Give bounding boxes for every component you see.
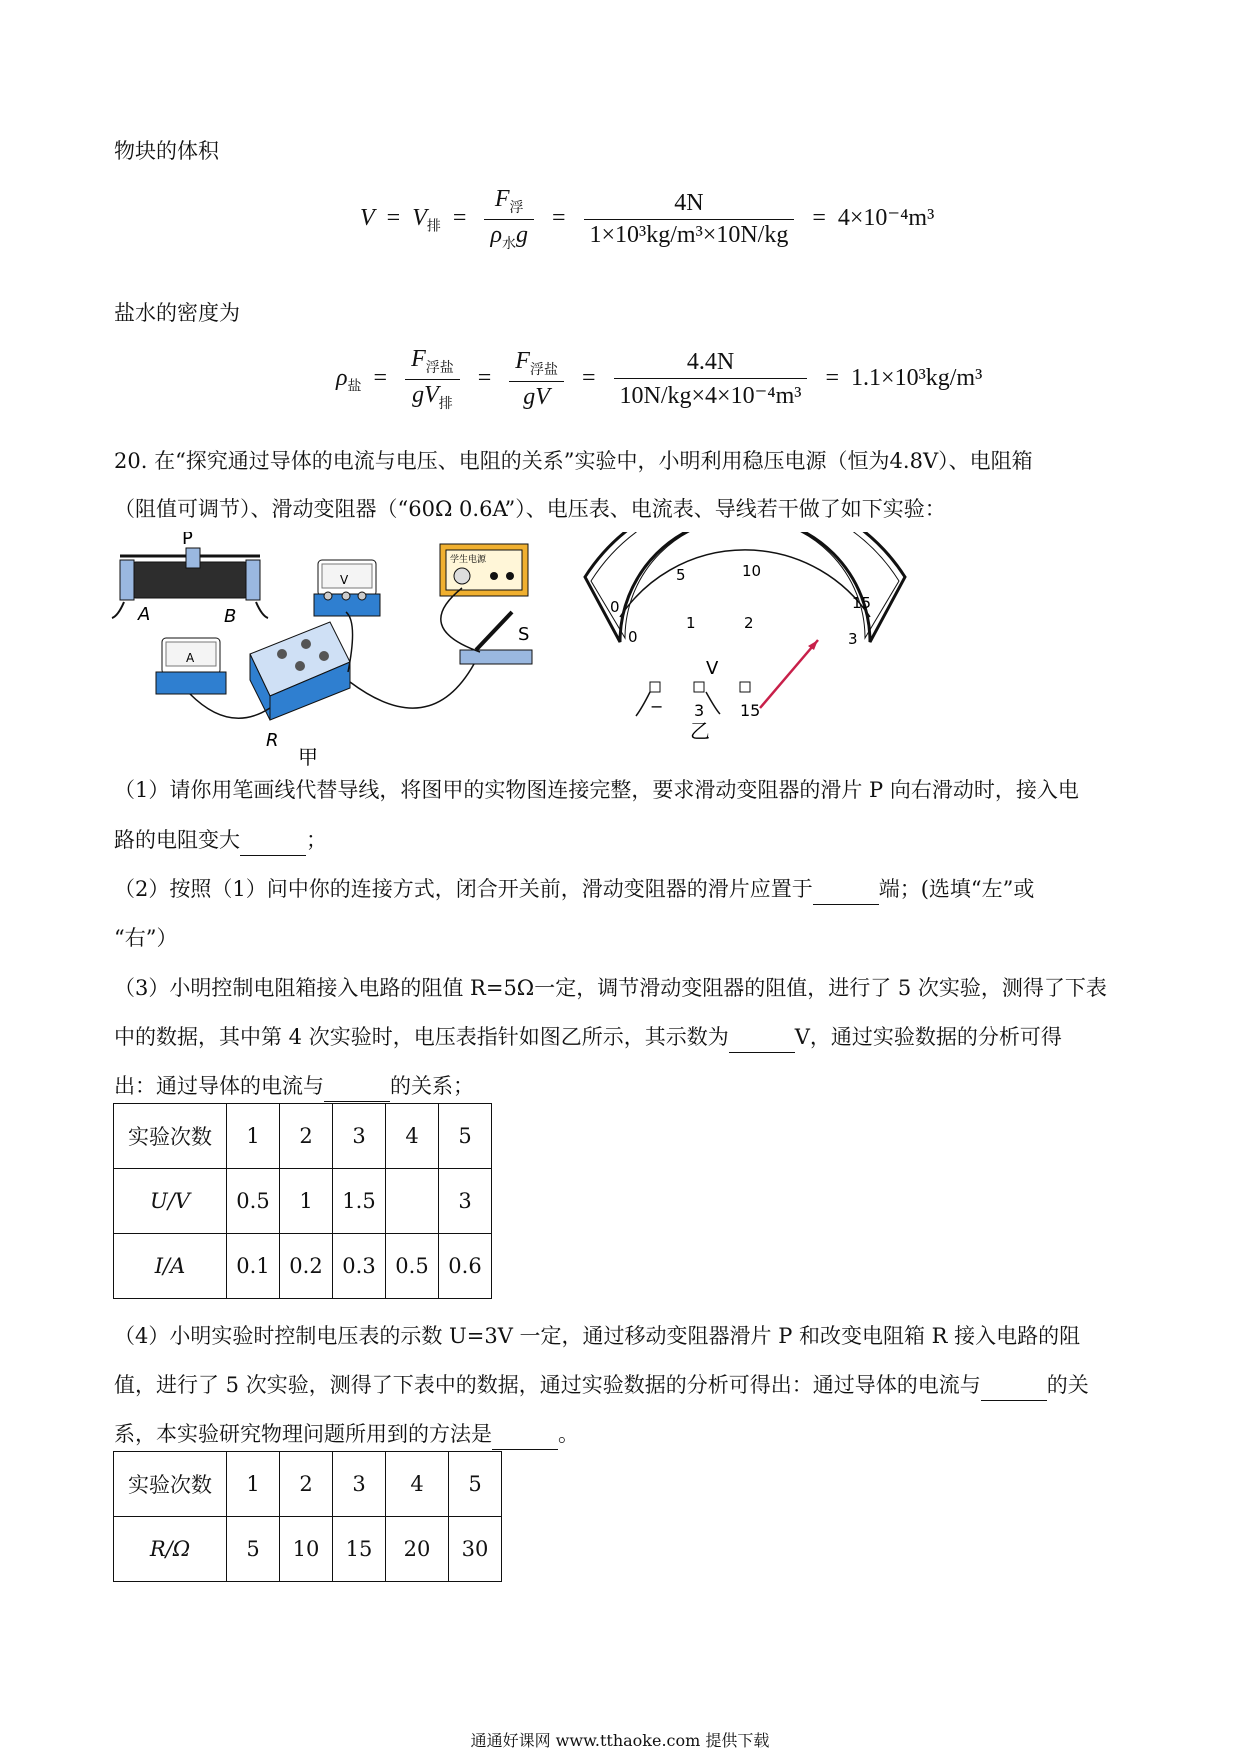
table-voltage-current	[113, 1103, 492, 1299]
table2-header-row	[114, 1452, 502, 1517]
table1-cell: 1	[280, 1169, 333, 1234]
table2-cell: 30	[449, 1517, 502, 1582]
formula1-rho-sub: 水	[501, 236, 516, 252]
terminal-3: 3	[694, 701, 705, 720]
volume-heading: 物块的体积	[114, 139, 219, 163]
rheostat	[112, 532, 268, 627]
table1-header-cell: 2	[280, 1104, 333, 1169]
density-formula: $\rho_盐$ = $\frac{F_{浮盐}}{gV_排}$ = $\frac{F_{浮盐}}{gV}$ = $\frac{4.4N}{\text{10N/kg×4×10⁻⁴m³}}$ = 1.1×10³kg/m³	[336, 346, 983, 412]
table1-header-row	[114, 1104, 492, 1169]
table1-u-label: U/V	[114, 1169, 227, 1234]
p3-line3	[114, 1071, 474, 1102]
outer-scale-5: 5	[676, 566, 686, 584]
resistance-box	[250, 622, 350, 751]
table1-cell	[386, 1169, 439, 1234]
table1-cell: 0.2	[280, 1234, 333, 1299]
table1-header-cell: 4	[386, 1104, 439, 1169]
power-supply	[440, 544, 528, 596]
answer-blank-6[interactable]	[492, 1419, 558, 1450]
p4-line2-text: 值，进行了 5 次实验，测得了下表中的数据，通过实验数据的分析可得出：通过导体的电流与	[114, 1373, 981, 1397]
outer-scale-10: 10	[742, 562, 762, 580]
p4-line3-end: 。	[558, 1422, 579, 1446]
p3-line2	[114, 1022, 1062, 1053]
p3-line1: （3）小明控制电阻箱接入电路的阻值 R=5Ω一定，调节滑动变阻器的阻值，进行了 5 次实验，测得了下表	[114, 976, 1107, 1000]
formula2-numerator: 4.4N	[614, 349, 808, 379]
p1-line2	[114, 825, 327, 856]
table2-r-label: R/Ω	[114, 1517, 227, 1582]
outer-scale-15: 15	[852, 594, 872, 612]
p3-line2-end: V，通过实验数据的分析可得	[794, 1025, 1062, 1049]
p1-line2-text: 路的电阻变大	[114, 828, 240, 852]
resistance-box-label: R	[266, 730, 279, 751]
table-resistance	[113, 1451, 502, 1582]
voltmeter-dial	[585, 532, 905, 743]
formula1-f-sub: 浮	[509, 200, 524, 216]
table1-i-row	[114, 1234, 492, 1299]
outer-scale-0: 0	[610, 598, 620, 616]
table1-header-cell: 实验次数	[114, 1104, 227, 1169]
p1-line2-end: ；	[306, 828, 327, 852]
table2-cell: 20	[386, 1517, 449, 1582]
table1-cell: 0.5	[227, 1169, 280, 1234]
p2-line1-text: （2）按照（1）问中你的连接方式，闭合开关前，滑动变阻器的滑片应置于	[114, 877, 813, 901]
table2-header-cell: 1	[227, 1452, 280, 1517]
table1-i-label: I/A	[114, 1234, 227, 1299]
rheostat-B: B	[224, 606, 237, 627]
formula2-result: 1.1×10³kg/m³	[851, 364, 983, 391]
table2-cell: 10	[280, 1517, 333, 1582]
formula2-v-sub: 排	[438, 396, 453, 412]
p4-line2	[114, 1370, 1089, 1401]
table1-header-cell: 3	[333, 1104, 386, 1169]
density-heading: 盐水的密度为	[114, 301, 240, 325]
table2-cell: 15	[333, 1517, 386, 1582]
volume-formula: $V = V_排$ = $\frac{F_浮}{\rho_水g}$ = $\frac{4N}{\text{1×10³kg/m³×10N/kg}}$ = 4×10⁻⁴m³	[360, 186, 935, 252]
circuit-figure	[110, 532, 910, 767]
terminal-15: 15	[740, 701, 761, 720]
p2-line2: “右”）	[114, 926, 178, 950]
table2-header-cell: 4	[386, 1452, 449, 1517]
formula2-f-sub-2: 浮盐	[529, 362, 558, 378]
switch-label: S	[518, 624, 530, 645]
answer-blank-3[interactable]	[729, 1022, 795, 1053]
table1-cell: 1.5	[333, 1169, 386, 1234]
dial-needle	[760, 640, 818, 708]
formula1-result: 4×10⁻⁴m³	[837, 204, 935, 231]
table2-header-cell: 2	[280, 1452, 333, 1517]
ammeter-device	[156, 638, 226, 694]
answer-blank-5[interactable]	[981, 1370, 1047, 1401]
p4-line3	[114, 1419, 579, 1450]
p4-line1: （4）小明实验时控制电压表的示数 U=3V 一定，通过移动变阻器滑片 P 和改变电阻箱 R 接入电路的阻	[114, 1324, 1081, 1348]
page-footer: 通通好课网 www.tthaoke.com 提供下载	[470, 1731, 770, 1750]
table1-header-cell: 5	[439, 1104, 492, 1169]
formula1-v-sub: 排	[426, 219, 441, 235]
inner-scale-0: 0	[628, 628, 638, 646]
ammeter-label: A	[186, 651, 195, 665]
table1-cell: 0.3	[333, 1234, 386, 1299]
formula2-rho-sub: 盐	[347, 379, 362, 395]
p3-line3-end: 的关系；	[390, 1074, 474, 1098]
answer-blank-2[interactable]	[813, 874, 879, 905]
table1-u-row	[114, 1169, 492, 1234]
table2-header-cell: 5	[449, 1452, 502, 1517]
inner-scale-1: 1	[686, 614, 696, 632]
table2-r-row	[114, 1517, 502, 1582]
answer-blank-4[interactable]	[324, 1071, 390, 1102]
inner-scale-2: 2	[744, 614, 754, 632]
p2-line1	[114, 874, 1034, 905]
table2-cell: 5	[227, 1517, 280, 1582]
formula1-numerator: 4N	[584, 190, 795, 220]
p3-line3-text: 出：通过导体的电流与	[114, 1074, 324, 1098]
table1-cell: 0.6	[439, 1234, 492, 1299]
answer-blank-1[interactable]	[240, 825, 306, 856]
p3-line2-text: 中的数据，其中第 4 次实验时，电压表指针如图乙所示，其示数为	[114, 1025, 729, 1049]
p4-line3-text: 系，本实验研究物理问题所用到的方法是	[114, 1422, 492, 1446]
terminal-neg: −	[650, 697, 664, 716]
voltmeter-device	[314, 560, 380, 616]
switch	[460, 612, 532, 664]
table2-header-cell: 3	[333, 1452, 386, 1517]
p2-line1-end: 端；(选填“左”或	[878, 877, 1035, 901]
formula2-f-sub-1: 浮盐	[425, 360, 454, 376]
voltmeter-label: V	[340, 573, 349, 587]
table1-cell: 0.5	[386, 1234, 439, 1299]
rheostat-P: P	[182, 532, 193, 549]
formula2-denominator: 10N/kg×4×10⁻⁴m³	[619, 382, 802, 409]
p4-line2-end: 的关	[1046, 1373, 1089, 1397]
power-supply-label: 学生电源	[450, 555, 487, 565]
q20-line1: 20. 在“探究通过导体的电流与电压、电阻的关系”实验中，小明利用稳压电源（恒为4.8V）、电阻箱	[114, 449, 1033, 473]
table2-header-cell: 实验次数	[114, 1452, 227, 1517]
fig-b-caption: 乙	[690, 719, 710, 743]
formula1-denominator: 1×10³kg/m³×10N/kg	[589, 221, 789, 248]
q20-line2: （阻值可调节）、滑动变阻器（“60Ω 0.6A”）、电压表、电流表、导线若干做了如下实验：	[114, 497, 946, 521]
inner-scale-3: 3	[848, 630, 858, 648]
fig-a-caption: 甲	[298, 745, 318, 767]
formula1-lhs: V	[360, 204, 375, 231]
table1-header-cell: 1	[227, 1104, 280, 1169]
table1-cell: 3	[439, 1169, 492, 1234]
rheostat-A: A	[138, 604, 151, 625]
table1-cell: 0.1	[227, 1234, 280, 1299]
dial-unit: V	[706, 658, 719, 679]
p1-line1: （1）请你用笔画线代替导线，将图甲的实物图连接完整，要求滑动变阻器的滑片 P 向右滑动时，接入电	[114, 778, 1079, 802]
